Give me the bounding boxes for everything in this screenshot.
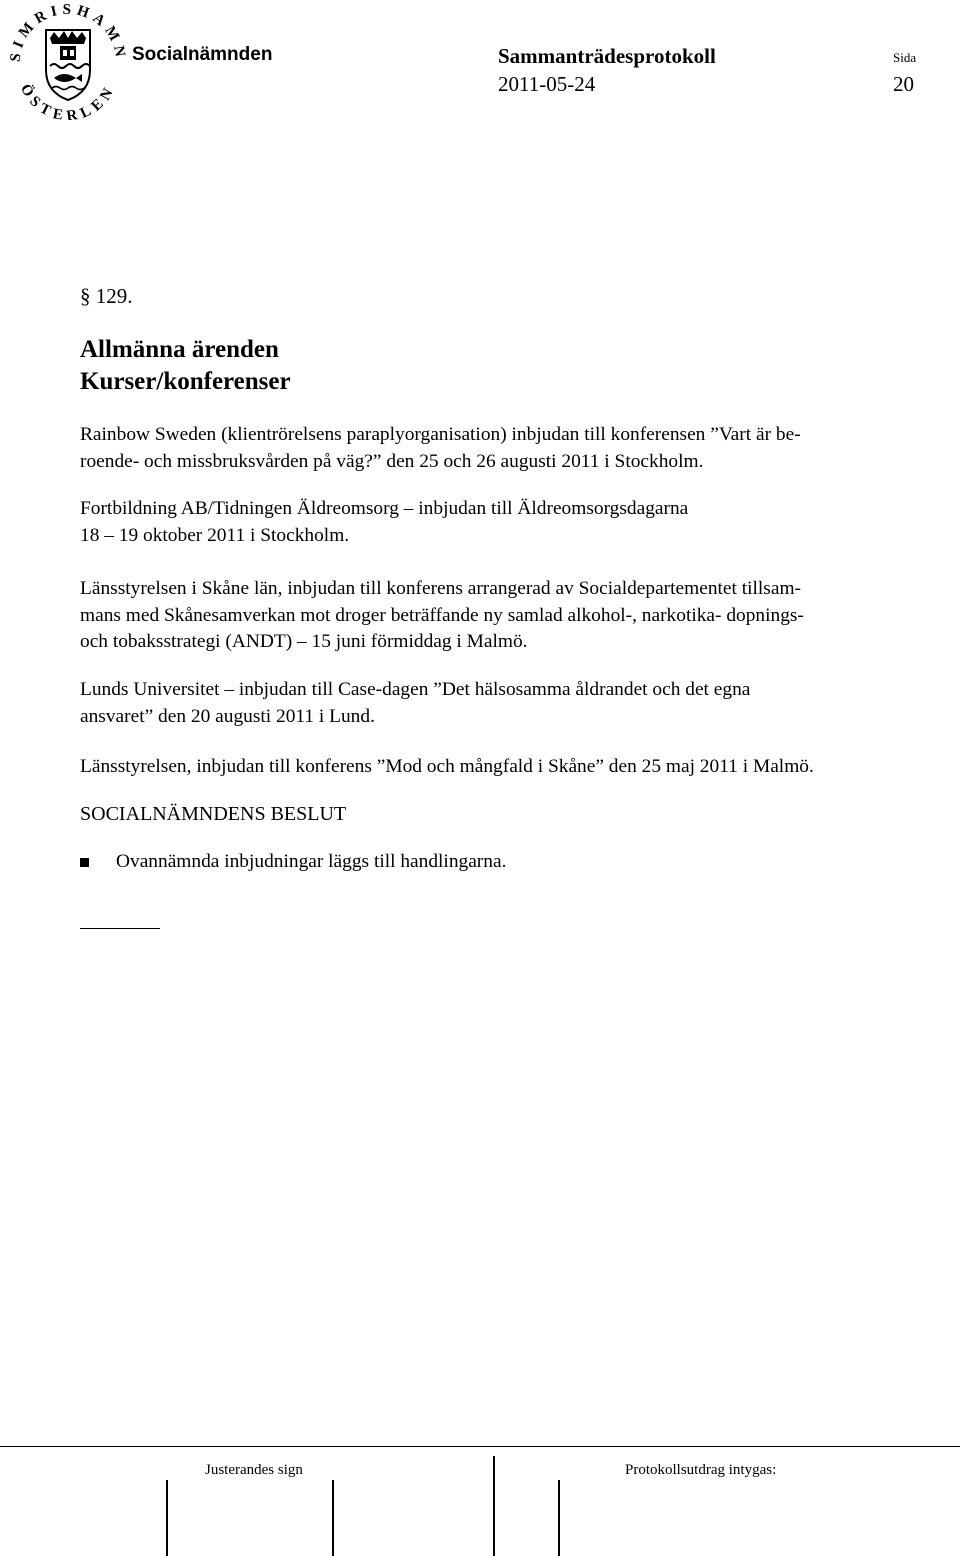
list-item: [80, 422, 942, 475]
signature-box-line: [493, 1456, 495, 1556]
decision-item: Ovannämnda inbjudningar läggs till handlingarna.: [116, 851, 507, 872]
page-label: Sida: [893, 50, 917, 65]
seal-emblem: [6, 4, 130, 120]
page-number: 20: [893, 72, 914, 96]
footer-divider: [0, 1446, 960, 1447]
text-line: Lunds Universitet – inbjudan till Case-dagen ”Det hälsosamma åldrandet och det egna: [80, 679, 751, 700]
municipality-seal: [6, 4, 130, 120]
signature-label: Justerandes sign: [205, 1462, 303, 1478]
list-item: [80, 496, 942, 549]
section-subheading: Kurser/konferenser: [80, 368, 291, 395]
decision-heading: SOCIALNÄMNDENS BESLUT: [80, 803, 347, 825]
list-item: [80, 677, 942, 730]
text-line: och tobaksstrategi (ANDT) – 15 juni förmiddag i Malmö.: [80, 631, 528, 652]
seal-bottom-text: ÖSTERLEN: [16, 81, 120, 120]
paragraph-number: § 129.: [80, 284, 133, 308]
department-name: Socialnämnden: [132, 44, 273, 65]
text-line: Rainbow Sweden (klientrörelsens paraplyorganisation) inbjudan till konferensen ”Vart är be-: [80, 424, 801, 445]
extract-certified-label: Protokollsutdrag intygas:: [625, 1462, 777, 1478]
section-heading: Allmänna ärenden: [80, 336, 279, 363]
document-title: Sammanträdesprotokoll: [498, 44, 716, 68]
text-line: 18 – 19 oktober 2011 i Stockholm.: [80, 524, 350, 546]
list-item: [80, 576, 942, 656]
meeting-date: 2011-05-24: [498, 72, 596, 96]
seal-top-text: SIMRISHAMN: [7, 4, 129, 63]
text-line: Fortbildning AB/Tidningen Äldreomsorg – inbjudan till Äldreomsorgsdagarna: [80, 498, 689, 519]
signature-box-line: [558, 1480, 560, 1556]
text-line: Länsstyrelsen i Skåne län, inbjudan till konferens arrangerad av Socialdepartementet tillsam-: [80, 578, 801, 599]
square-bullet-icon: [80, 858, 89, 867]
text-line: mans med Skånesamverkan mot droger beträffande ny samlad alkohol-, narkotika- dopnings-: [80, 604, 804, 626]
signature-box-line: [332, 1480, 334, 1556]
signature-box-line: [166, 1480, 168, 1556]
list-item: [80, 754, 942, 781]
text-line: Länsstyrelsen, inbjudan till konferens ”Mod och mångfald i Skåne” den 25 maj 2011 i Malmö.: [80, 756, 814, 777]
end-rule: [80, 928, 160, 929]
text-line: roende- och missbruksvården på väg?” den 25 och 26 augusti 2011 i Stockholm.: [80, 450, 704, 472]
text-line: ansvaret” den 20 augusti 2011 i Lund.: [80, 705, 375, 727]
